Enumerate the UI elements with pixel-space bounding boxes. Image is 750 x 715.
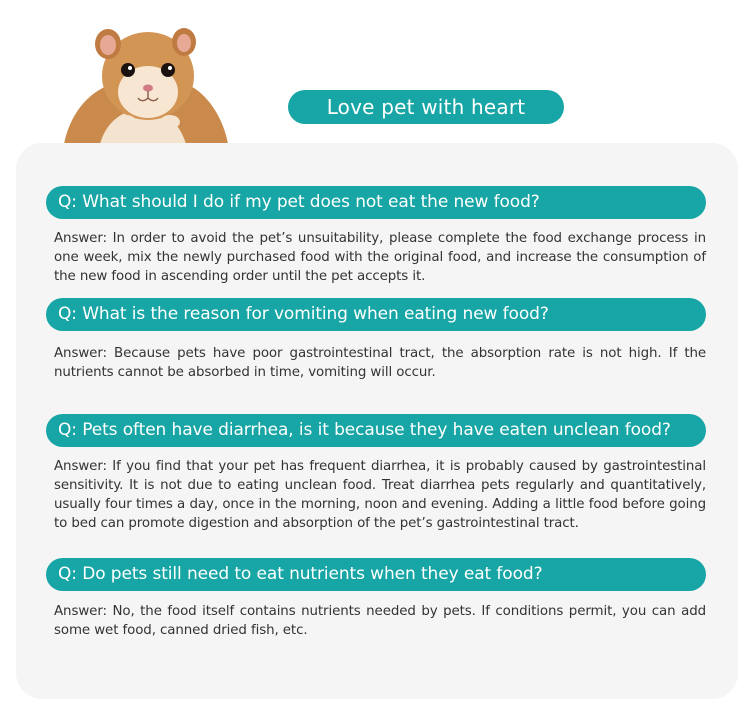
faq-question-2: Q: What is the reason for vomiting when eating new food? [46, 298, 706, 331]
faq-answer-4: Answer: No, the food itself contains nutrients needed by pets. If conditions permit, you can add some wet food, canned dried fish, etc. [54, 604, 706, 638]
hamster-icon [60, 18, 230, 144]
faq-question-3: Q: Pets often have diarrhea, is it because they have eaten unclean food? [46, 414, 706, 447]
faq-answer-1: Answer: In order to avoid the pet’s unsuitability, please complete the food exchange process in one week, mix the newly purchased food with the original food, and increase the consumption of the new food in ascending order until the pet accepts it. [54, 231, 706, 284]
faq-question-1: Q: What should I do if my pet does not eat the new food? [46, 186, 706, 219]
faq-answer-2: Answer: Because pets have poor gastrointestinal tract, the absorption rate is not high. If the nutrients cannot be absorbed in time, vomiting will occur. [54, 346, 706, 380]
faq-answer-3: Answer: If you find that your pet has frequent diarrhea, it is probably caused by gastrointestinal sensitivity. It is not due to eating unclean food. Treat diarrhea pets regularly and quantitatively, usually four times a day, once in the morning, noon and evening. Adding a little food before going to bed can promote digestion and absorption of the pet’s gastrointestinal tract. [54, 459, 706, 531]
faq-question-4: Q: Do pets still need to eat nutrients when they eat food? [46, 558, 706, 591]
page-banner: Love pet with heart [288, 90, 564, 124]
